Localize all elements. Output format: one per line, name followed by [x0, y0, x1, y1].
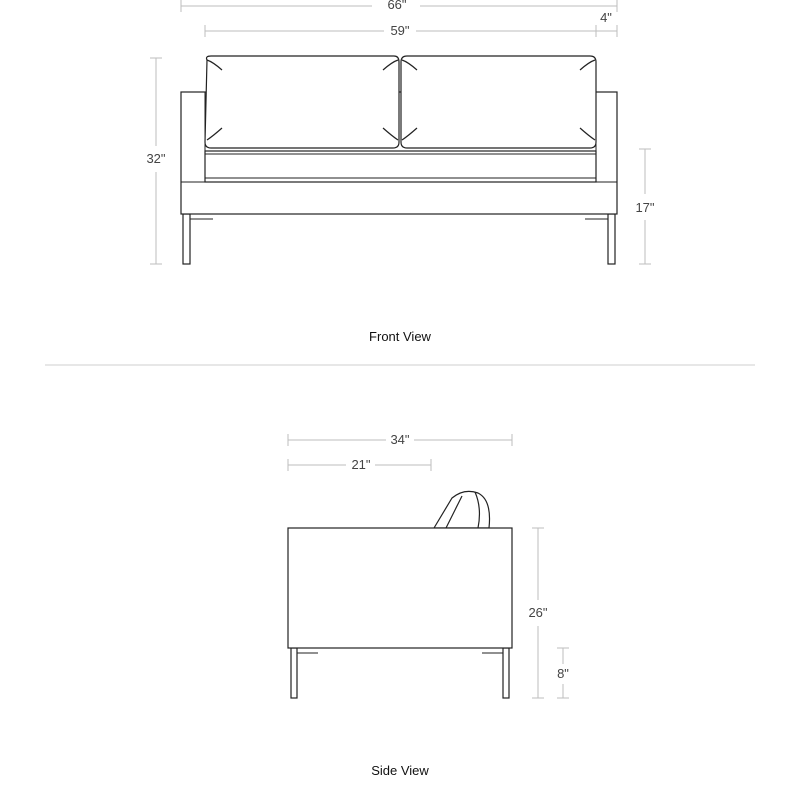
front-view-caption: Front View — [369, 329, 431, 344]
dim-arm-height — [528, 528, 547, 698]
dim-leg-height-label: 8" — [557, 666, 569, 681]
seat-cushion — [205, 151, 596, 182]
dim-overall-height-label: 32" — [146, 151, 166, 166]
side-front-leg — [291, 648, 297, 698]
side-view — [288, 432, 569, 778]
back-cushion-left — [205, 56, 399, 148]
dim-inner-width-label: 59" — [390, 23, 410, 38]
dim-seat-height — [635, 149, 654, 264]
dim-seat-height-label: 17" — [635, 200, 655, 215]
front-view — [146, 0, 654, 344]
dim-overall-height — [146, 58, 165, 264]
front-right-leg — [608, 214, 615, 264]
side-back-leg — [503, 648, 509, 698]
dim-overall-width-label: 66" — [387, 0, 407, 12]
dim-overall-depth — [288, 432, 512, 447]
back-cushion-right — [401, 56, 596, 148]
side-view-caption: Side View — [371, 763, 429, 778]
dim-seat-depth-label: 21" — [351, 457, 371, 472]
sofa-side-body — [288, 528, 512, 648]
front-left-leg — [183, 214, 190, 264]
dim-leg-height — [557, 648, 569, 698]
sofa-side-illustration — [288, 491, 512, 698]
dim-arm-height-label: 26" — [528, 605, 548, 620]
dim-overall-depth-label: 34" — [390, 432, 410, 447]
dim-arm-width-label: 4" — [600, 10, 612, 25]
sofa-front-illustration — [181, 56, 617, 264]
dim-overall-width — [181, 0, 617, 12]
dim-seat-depth — [288, 457, 431, 472]
dim-arm-width — [600, 10, 612, 25]
dim-inner-width — [205, 23, 617, 38]
